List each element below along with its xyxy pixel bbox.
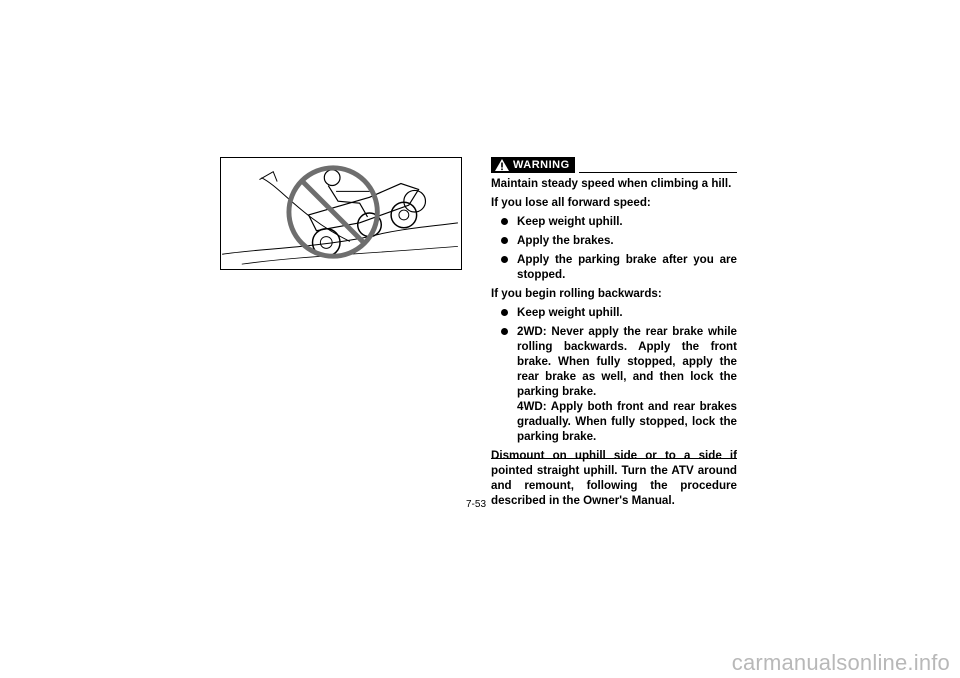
watermark: carmanualsonline.info xyxy=(731,650,950,675)
page-number: 7-53 xyxy=(466,499,487,510)
warning-label: WARNING xyxy=(513,159,570,171)
list-item: Keep weight uphill. xyxy=(491,214,737,229)
rolling-backwards-list xyxy=(491,305,737,444)
warning-badge xyxy=(491,157,575,173)
bullet-icon xyxy=(501,309,508,316)
list-item: Apply the brakes. xyxy=(491,233,737,248)
forward-speed-heading: If you lose all forward speed: xyxy=(491,196,651,209)
list-item: 2WD: Never apply the rear brake while rolling backwards. Apply the front brake. When fully stopped, apply the rear brake as well, and then lock the parking brake. 4WD: Apply both front and rear brakes gradually. When fully stopped, lock the parking brake. xyxy=(491,324,737,444)
warning-triangle-icon xyxy=(495,159,509,171)
bullet-icon xyxy=(501,256,508,263)
warning-header-rule xyxy=(579,172,737,173)
warning-header xyxy=(491,157,737,175)
list-item: Keep weight uphill. xyxy=(491,305,737,320)
bullet-icon xyxy=(501,328,508,335)
dismount-instructions: Dismount on uphill side or to a side if pointed straight uphill. Turn the ATV around and remount, following the procedure described in the Owner's Manual. xyxy=(491,449,737,507)
atv-hill-prohibited-drawing xyxy=(221,158,461,269)
atv-illustration xyxy=(220,157,462,270)
warning-bottom-rule xyxy=(491,458,737,459)
forward-speed-list xyxy=(491,214,737,282)
bullet-icon xyxy=(501,237,508,244)
rolling-backwards-heading: If you begin rolling backwards: xyxy=(491,287,662,300)
list-item: Apply the parking brake after you are stopped. xyxy=(491,252,737,282)
warning-intro: Maintain steady speed when climbing a hill. xyxy=(491,177,732,190)
bullet-icon xyxy=(501,218,508,225)
